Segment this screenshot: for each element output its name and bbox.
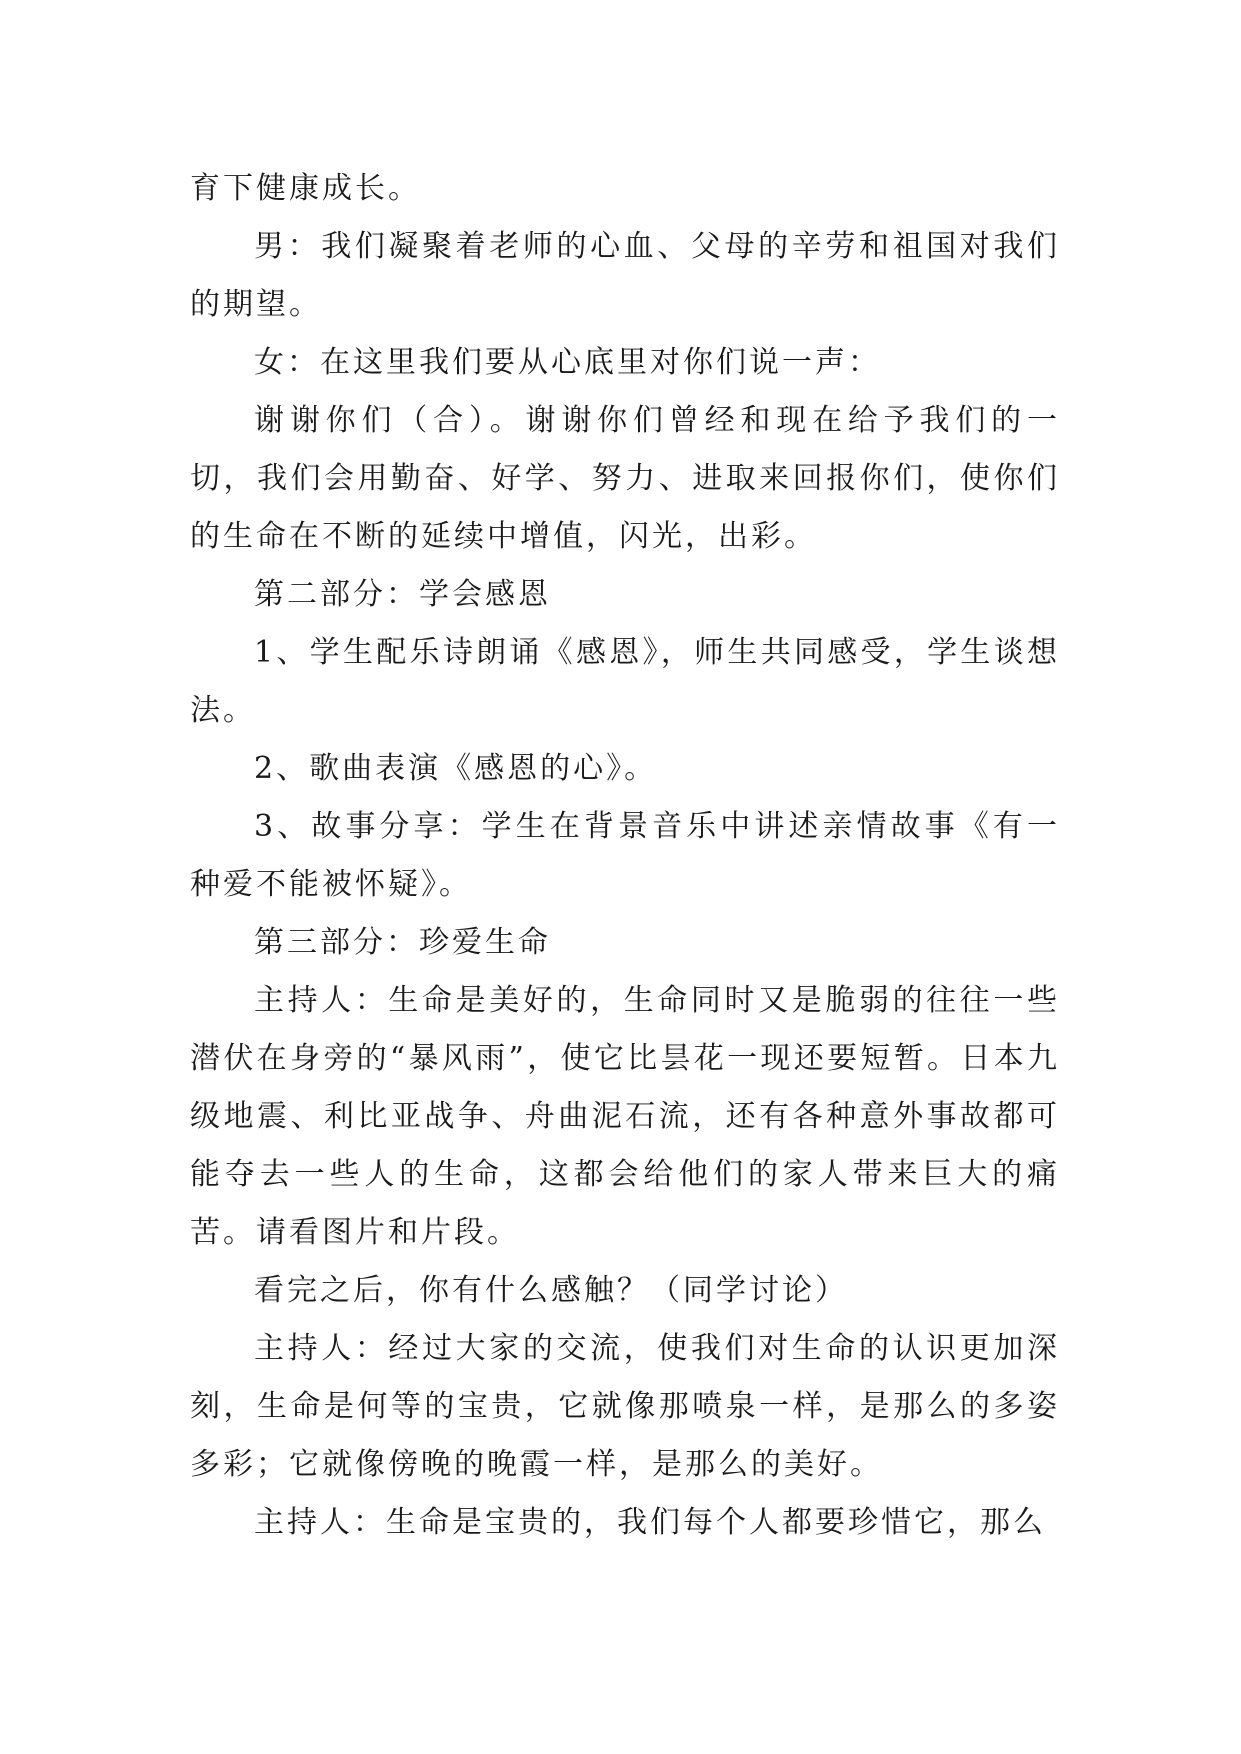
list-item-2: 2、歌曲表演《感恩的心》。 xyxy=(254,751,658,786)
paragraph-host-3: 主持人：生命是宝贵的，我们每个人都要珍惜它，那么 xyxy=(254,1505,1046,1540)
list-item-1: 1、学生配乐诗朗诵《感恩》，师生共同感受，学生谈想法。 xyxy=(190,635,1060,728)
paragraph-host-1: 主持人：生命是美好的，生命同时又是脆弱的往往一些潜伏在身旁的“暴风雨”，使它比昙花一现还要短暂。日本九级地震、利比亚战争、舟曲泥石流，还有各种意外事故都可能夺去一些人的生命，这都会给他们的家人带来巨大的痛苦。请看图片和片段。 xyxy=(190,983,1060,1250)
paragraph-4: 谢谢你们（合）。谢谢你们曾经和现在给予我们的一切，我们会用勤奋、好学、努力、进取来回报你们，使你们的生命在不断的延续中增值，闪光，出彩。 xyxy=(190,403,1060,554)
paragraph-1: 育下健康成长。 xyxy=(190,171,421,206)
document-body xyxy=(190,160,1060,1552)
section-heading-3: 第三部分：珍爱生命 xyxy=(254,925,551,960)
paragraph-discussion: 看完之后，你有什么感触？（同学讨论） xyxy=(254,1273,848,1308)
paragraph-host-2: 主持人：经过大家的交流，使我们对生命的认识更加深刻，生命是何等的宝贵，它就像那喷泉一样，是那么的多姿多彩；它就像傍晚的晚霞一样，是那么的美好。 xyxy=(190,1331,1060,1482)
list-item-3: 3、故事分享：学生在背景音乐中讲述亲情故事《有一种爱不能被怀疑》。 xyxy=(190,809,1060,902)
paragraph-3: 女：在这里我们要从心底里对你们说一声： xyxy=(254,345,881,380)
section-heading-2: 第二部分：学会感恩 xyxy=(254,577,551,612)
paragraph-2: 男：我们凝聚着老师的心血、父母的辛劳和祖国对我们的期望。 xyxy=(190,229,1060,322)
